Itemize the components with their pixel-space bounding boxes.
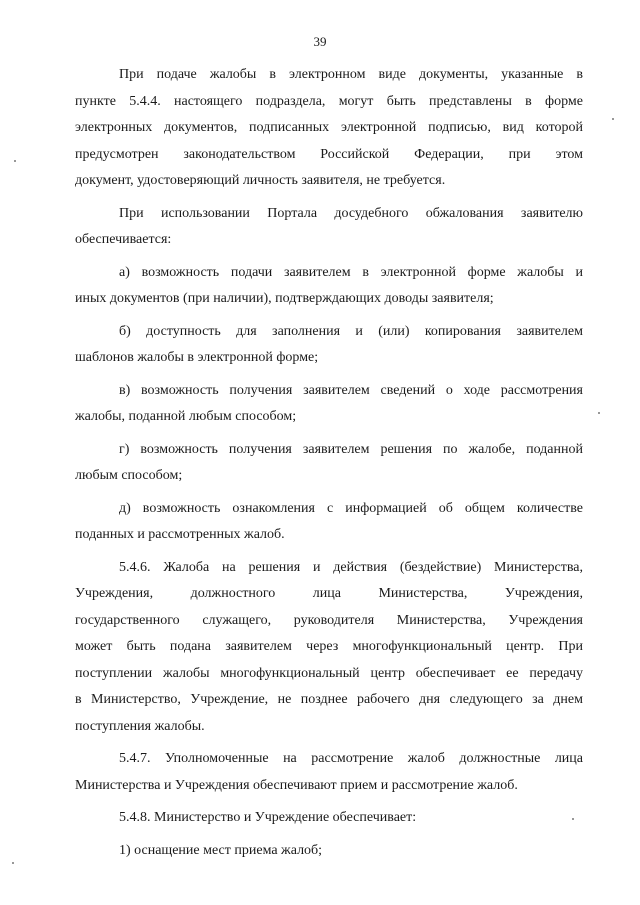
scan-speck	[14, 160, 16, 162]
paragraph-p2	[75, 201, 583, 254]
text-line: шаблонов жалобы в электронной форме;	[75, 350, 319, 365]
text-line: документ, удостоверяющий личность заявителя, не требуется.	[75, 173, 446, 188]
text-line: г) возможность получения заявителем решения по жалобе, поданной	[119, 441, 583, 457]
text-line: 5.4.8. Министерство и Учреждение обеспечивает:	[119, 810, 417, 825]
paragraph-p8	[75, 555, 583, 741]
paragraph-p7	[75, 496, 583, 549]
paragraph-p10	[75, 805, 583, 832]
scan-speck	[598, 412, 600, 414]
text-line: При подаче жалобы в электронном виде документы, указанные в	[119, 67, 583, 82]
text-line: а) возможность подачи заявителем в электронной форме жалобы и	[119, 264, 583, 280]
paragraph-p5	[75, 378, 583, 431]
text-line: жалобы, поданной любым способом;	[75, 409, 297, 424]
page-number: 39	[313, 34, 327, 49]
text-line: предусмотрен законодательством Российской Федерации, при этом	[75, 146, 583, 162]
text-line: в Министерство, Учреждение, не позднее рабочего дня следующего за днем	[75, 692, 583, 707]
text-line: электронных документов, подписанных электронной подписью, вид которой	[75, 120, 583, 135]
paragraph-p6	[75, 437, 583, 490]
text-line: Учреждения, должностного лица Министерства, Учреждения,	[75, 586, 583, 601]
scan-speck	[612, 118, 614, 120]
text-line: д) возможность ознакомления с информацией об общем количестве	[119, 500, 583, 516]
text-line: 5.4.6. Жалоба на решения и действия (бездействие) Министерства,	[119, 559, 583, 575]
text-line: 1) оснащение мест приема жалоб;	[119, 842, 323, 858]
text-line: При использовании Портала досудебного обжалования заявителю	[119, 205, 583, 221]
text-line: любым способом;	[75, 468, 183, 483]
text-line: в) возможность получения заявителем сведений о ходе рассмотрения	[119, 382, 583, 398]
text-line: поступлении жалобы многофункциональный центр обеспечивает ее передачу	[75, 665, 583, 681]
text-line: б) доступность для заполнения и (или) копирования заявителем	[119, 323, 583, 339]
text-line: поступления жалобы.	[75, 718, 205, 734]
text-line: поданных и рассмотренных жалоб.	[75, 527, 285, 542]
text-line: государственного служащего, руководителя Министерства, Учреждения	[75, 612, 583, 628]
paragraph-p1	[75, 62, 583, 195]
text-line: пункте 5.4.4. настоящего подраздела, могут быть представлены в форме	[75, 93, 583, 109]
document-body	[75, 62, 583, 870]
scan-speck	[12, 862, 14, 864]
text-line: иных документов (при наличии), подтверждающих доводы заявителя;	[75, 291, 494, 306]
text-line: Министерства и Учреждения обеспечивают прием и рассмотрение жалоб.	[75, 777, 518, 793]
text-line: обеспечивается:	[75, 232, 172, 247]
scan-speck	[572, 818, 574, 820]
text-line: 5.4.7. Уполномоченные на рассмотрение жалоб должностные лица	[119, 751, 583, 766]
paragraph-p4	[75, 319, 583, 372]
paragraph-p9	[75, 746, 583, 799]
paragraph-p3	[75, 260, 583, 313]
text-line: может быть подана заявителем через многофункциональный центр. При	[75, 639, 583, 654]
paragraph-p11	[75, 838, 583, 865]
